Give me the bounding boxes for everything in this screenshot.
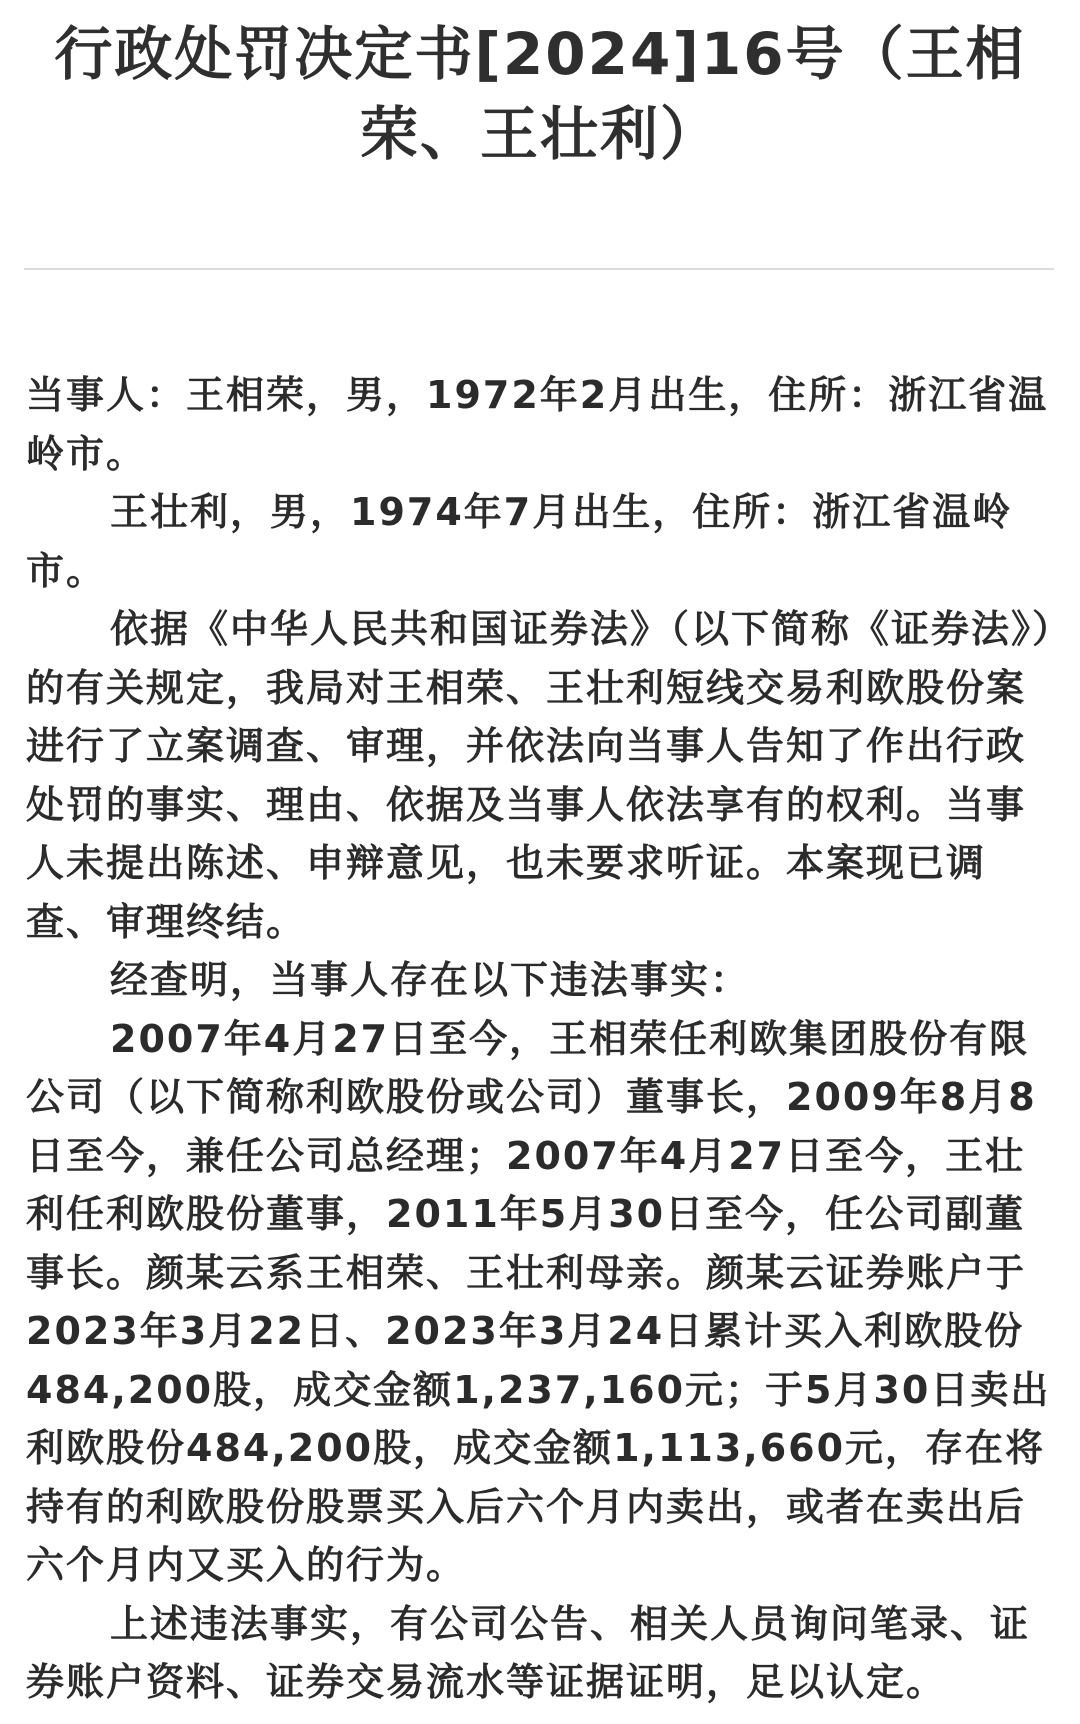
- title-divider: [24, 268, 1054, 270]
- basis-paragraph: 依据《中华人民共和国证券法》（以下简称《证券法》）的有关规定，我局对王相荣、王壮利短线交易利欧股份案进行了立案调查、审理，并依法向当事人告知了作出行政处罚的事实、理由、依据及当事人依法享有的权利。当事人未提出陈述、申辩意见，也未要求听证。本案现已调查、审理终结。: [26, 607, 1054, 944]
- party-paragraph-1: 当事人：王相荣，男，1972年2月出生，住所：浙江省温岭市。: [26, 373, 1049, 476]
- findings-intro-paragraph: 经查明，当事人存在以下违法事实：: [110, 958, 751, 1002]
- evidence-paragraph: 上述违法事实，有公司公告、相关人员询问笔录、证券账户资料、证券交易流水等证据证明，足以认定。: [26, 1601, 1031, 1704]
- party-paragraph-2: 王壮利，男，1974年7月出生，住所：浙江省温岭市。: [26, 490, 1013, 593]
- facts-paragraph: 2007年4月27日至今，王相荣任利欧集团股份有限公司（以下简称利欧股份或公司）董事长，2009年8月8日至今，兼任公司总经理；2007年4月27日至今，王壮利任利欧股份董事，2011年5月30日至今，任公司副董事长。颜某云系王相荣、王壮利母亲。颜某云证券账户于2023年3月22日、2023年3月24日累计买入利欧股份484,200股，成交金额1,237,160元；于5月30日卖出利欧股份484,200股，成交金额1,113,660元，存在将持有的利欧股份股票买入后六个月内卖出，或者在卖出后六个月内又买入的行为。: [26, 1016, 1051, 1587]
- document-title: 行政处罚决定书[2024]16号（王相荣、王壮利）: [54, 20, 1026, 168]
- document-body: [26, 366, 1056, 1712]
